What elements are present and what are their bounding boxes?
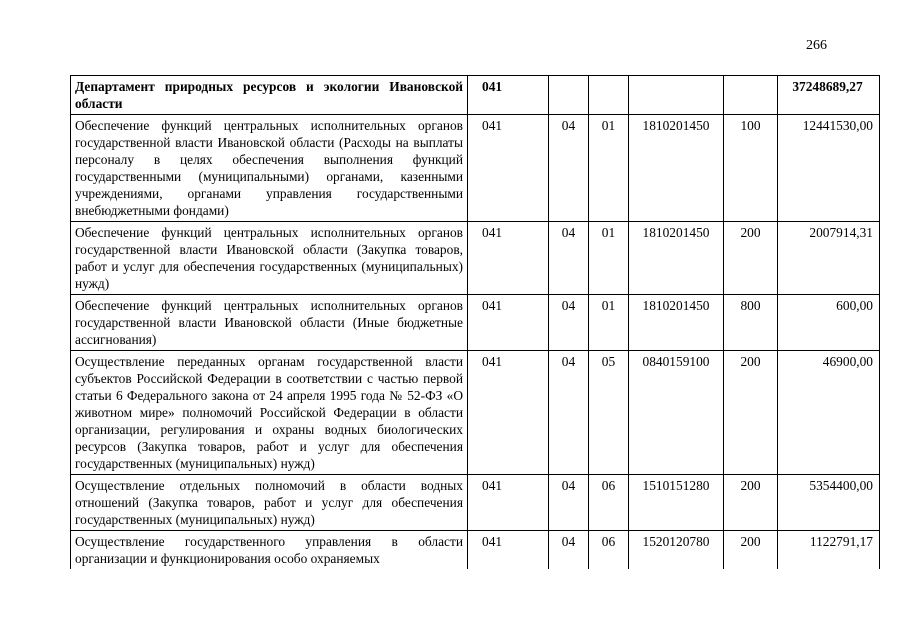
section-cell: 04 <box>549 115 589 222</box>
expense-type-cell: 200 <box>724 351 778 475</box>
subsection-cell: 01 <box>589 222 629 295</box>
description-cell: Обеспечение функций центральных исполнительных органов государственной власти Ивановской области (Расходы на выплаты персоналу в целях обеспечения выполнения функций государственными (муниципальными) органами, казенными учреждениями, органами управления государственными внебюджетными фондами) <box>71 115 468 222</box>
expense-type-cell: 800 <box>724 295 778 351</box>
table-row <box>71 531 880 570</box>
amount-cell: 600,00 <box>778 295 880 351</box>
department-row <box>71 76 880 115</box>
description-text: Осуществление государственного управления в области организации и функционирования особо охраняемых <box>75 534 463 566</box>
admin-code-cell: 041 <box>468 295 549 351</box>
subsection-cell: 06 <box>589 531 629 570</box>
amount-cell: 2007914,31 <box>778 222 880 295</box>
target-article-cell: 1810201450 <box>629 222 724 295</box>
admin-code-cell: 041 <box>468 115 549 222</box>
target-article-cell: 0840159100 <box>629 351 724 475</box>
section-cell: 04 <box>549 222 589 295</box>
expense-type-cell: 200 <box>724 475 778 531</box>
admin-code-cell: 041 <box>468 475 549 531</box>
section-cell: 04 <box>549 531 589 570</box>
page-number: 266 <box>806 38 827 53</box>
amount-cell: 46900,00 <box>778 351 880 475</box>
target-article-cell: 1520120780 <box>629 531 724 570</box>
amount-cell: 37248689,27 <box>778 76 880 115</box>
admin-code-cell: 041 <box>468 351 549 475</box>
expense-type-cell <box>724 76 778 115</box>
expense-type-cell: 200 <box>724 531 778 570</box>
target-article-cell <box>629 76 724 115</box>
section-cell: 04 <box>549 295 589 351</box>
expense-type-cell: 200 <box>724 222 778 295</box>
admin-code-cell: 041 <box>468 76 549 115</box>
table-row <box>71 351 880 475</box>
section-cell: 04 <box>549 475 589 531</box>
table-row <box>71 475 880 531</box>
section-cell <box>549 76 589 115</box>
subsection-cell <box>589 76 629 115</box>
table-row <box>71 115 880 222</box>
subsection-cell: 06 <box>589 475 629 531</box>
department-name: Департамент природных ресурсов и экологии Ивановской области <box>71 76 468 115</box>
target-article-cell: 1810201450 <box>629 295 724 351</box>
subsection-cell: 01 <box>589 295 629 351</box>
description-cell: Осуществление отдельных полномочий в области водных отношений (Закупка товаров, работ и услуг для обеспечения государственных (муниципальных) нужд) <box>71 475 468 531</box>
subsection-cell: 05 <box>589 351 629 475</box>
description-cell: Осуществление переданных органам государственной власти субъектов Российской Федерации в соответствии с частью первой статьи 6 Федерального закона от 24 апреля 1995 года № 52-ФЗ «О животном мире» полномочий Российской Федерации в области организации, регулирования и охраны водных биологических ресурсов (Закупка товаров, работ и услуг для обеспечения государственных (муниципальных) нужд) <box>71 351 468 475</box>
table-row <box>71 222 880 295</box>
description-cell: Обеспечение функций центральных исполнительных органов государственной власти Ивановской области (Закупка товаров, работ и услуг для обеспечения государственных (муниципальных) нужд) <box>71 222 468 295</box>
admin-code-cell: 041 <box>468 531 549 570</box>
amount-cell: 5354400,00 <box>778 475 880 531</box>
amount-cell: 1122791,17 <box>778 531 880 570</box>
target-article-cell: 1510151280 <box>629 475 724 531</box>
admin-code-cell: 041 <box>468 222 549 295</box>
subsection-cell: 01 <box>589 115 629 222</box>
section-cell: 04 <box>549 351 589 475</box>
table-row <box>71 295 880 351</box>
description-cell: Обеспечение функций центральных исполнительных органов государственной власти Ивановской области (Иные бюджетные ассигнования) <box>71 295 468 351</box>
description-cell <box>71 531 468 570</box>
budget-table <box>70 75 880 569</box>
target-article-cell: 1810201450 <box>629 115 724 222</box>
amount-cell: 12441530,00 <box>778 115 880 222</box>
expense-type-cell: 100 <box>724 115 778 222</box>
